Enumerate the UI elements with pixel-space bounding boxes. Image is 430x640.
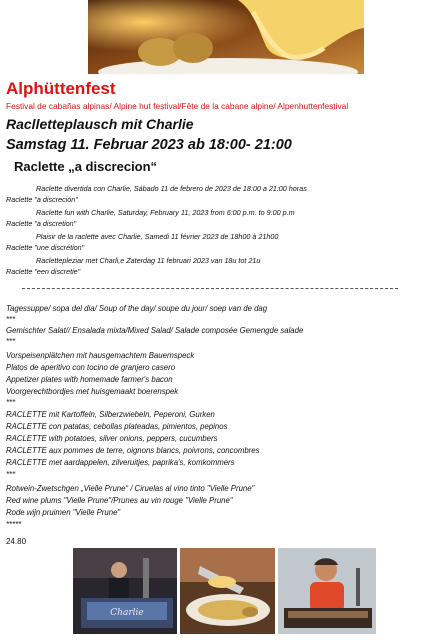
menu-raclette-nl: RACLETTE met aardappelen, zilveruitjes, paprika's, komkommers (6, 458, 235, 467)
translation-fr-line2: Raclette "une discrétion" (6, 243, 85, 252)
menu-dessert-de-es: Rotwein-Zwetschgen „Vielle Prune“ / Ciruelas al vino tinto "Vielle Prune" (6, 484, 255, 493)
page-title: Alphüttenfest (6, 79, 116, 98)
translation-fr-line1: Plaisir de la raclette avec Charlie, Samedi 11 février 2023 de 18h00 à 21h00 (36, 232, 279, 241)
menu-price: 24.80 (6, 537, 27, 546)
menu-dessert-nl: Rode wijn pruimen "Vielle Prune" (6, 508, 121, 517)
menu-appetizer-en: Appetizer plates with homemade farmer's bacon (6, 375, 173, 384)
menu-salad: Gemischter Salat// Ensalada mixta/Mixed Salad/ Salade composée Gemengde salade (6, 326, 304, 335)
event-name: Raclletteplausch mit Charlie (6, 116, 194, 132)
menu-raclette-es: RACLETTE con patatas, cebollas plateadas, pimientos, pepinos (6, 422, 228, 431)
menu-appetizer-nl: Voorgerechtbordjes met huisgemaakt boerenspek (6, 387, 179, 396)
menu-appetizer-de: Vorspeisenplätchen mit hausgemachtem Bauernspeck (6, 351, 195, 360)
raclette-cheese-photo (88, 0, 364, 74)
multilingual-subtitle: Festival de cabañas alpinas/ Alpine hut festival/Fête de la cabane alpine/ Alpenhuttenfestival (6, 101, 349, 111)
hero-raclette-image (88, 0, 364, 74)
menu-dessert-en-fr: Red wine plums "Vielle Prune"/Prunes au vin rouge "Vielle Prune" (6, 496, 233, 505)
translation-en-line2: Raclette "a discretion" (6, 219, 77, 228)
translation-nl-line2: Raclette "een discretie" (6, 267, 81, 276)
menu-raclette-de: RACLETTE mit Kartoffeln, Silberzwiebeln, Peperoni, Gurken (6, 410, 215, 419)
menu-raclette-fr: RACLETTE aux pommes de terre, oignons blancs, poivrons, concombres (6, 446, 260, 455)
musician-photo (73, 548, 177, 634)
event-date-time: Samstag 11. Februar 2023 ab 18:00- 21:00 (6, 137, 292, 153)
menu-separator: *** (6, 398, 16, 407)
menu-appetizer-es: Platos de aperitivo con tocino de granjero casero (6, 363, 176, 372)
menu-separator: *** (6, 470, 16, 479)
menu-raclette-en: RACLETTE with potatoes, silver onions, peppers, cucumbers (6, 434, 218, 443)
menu-separator: *** (6, 337, 16, 346)
translation-en-line1: Raclette fun with Charlie, Saturday, February 11, 2023 from 6:00 p.m. to 9:00 p.m (36, 208, 295, 217)
translation-nl-line1: Raclettepleziar met Charli,e Zaterdag 11 februari 2023 van 18u tot 21u (36, 256, 261, 265)
charlie-sign: Charlie (110, 608, 144, 618)
translation-es-line1: Raclette divertida con Charlie, Sábado 11 de febrero de 2023 de 18:00 a 21:00 horas (36, 184, 307, 193)
event-tagline: Raclette „a discrecion“ (14, 159, 158, 174)
menu-soup: Tagessuppe/ sopa del dia/ Soup of the day/ soupe du jour/ soep van de dag (6, 304, 268, 313)
menu-separator: ***** (6, 520, 22, 529)
performer-photo (278, 548, 376, 634)
section-divider (22, 288, 398, 289)
menu-separator: *** (6, 315, 16, 324)
translation-es-line2: Raclette "a discreción" (6, 195, 78, 204)
raclette-serving-photo (180, 548, 275, 634)
